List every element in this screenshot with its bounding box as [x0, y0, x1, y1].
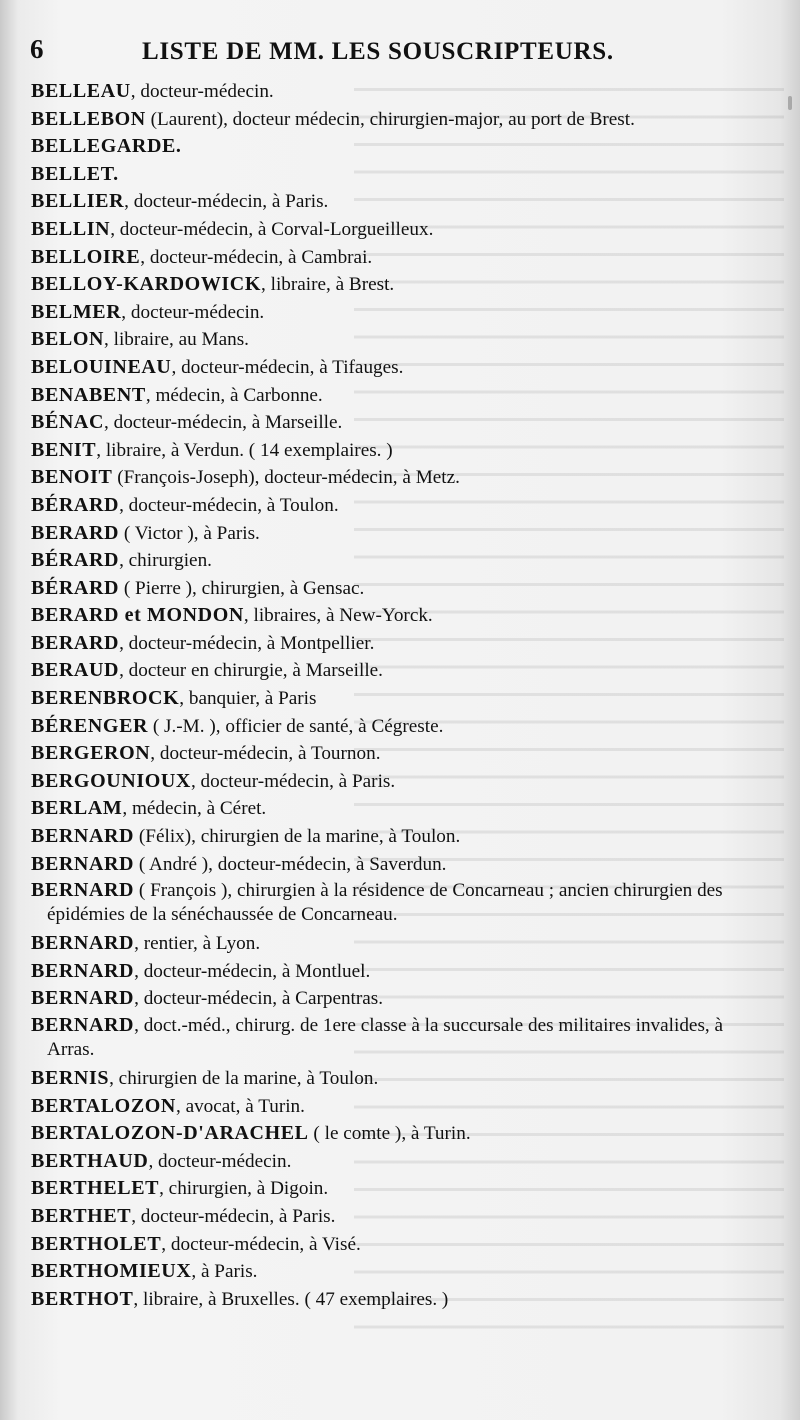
subscriber-detail: (Félix), chirurgien de la marine, à Toulon. [134, 826, 461, 848]
subscriber-detail: , docteur-médecin. [121, 301, 265, 323]
subscriber-entry [31, 161, 769, 189]
subscriber-name: BERTHELET [31, 1177, 160, 1200]
subscriber-entry [31, 271, 769, 299]
subscriber-entry [31, 216, 769, 244]
subscriber-detail: , avocat, à Turin. [175, 1095, 305, 1117]
subscriber-detail: , docteur-médecin, à Tifauges. [171, 356, 404, 378]
subscriber-entry [31, 1093, 769, 1121]
subscriber-detail: , docteur-médecin, à Paris. [124, 191, 329, 213]
subscriber-detail: , chirurgien. [119, 550, 212, 572]
subscriber-name: BERTHOMIEUX [31, 1260, 192, 1283]
subscriber-name: BELLIN [31, 217, 111, 240]
subscriber-entry [31, 795, 769, 823]
subscriber-detail: , rentier, à Lyon. [134, 933, 261, 955]
subscriber-name: BELLEBON [31, 107, 146, 130]
subscriber-name: BERTHAUD [31, 1149, 149, 1172]
subscriber-name: BELON [31, 328, 105, 351]
subscriber-entry [31, 78, 769, 106]
subscriber-entry [31, 768, 769, 796]
subscriber-list [31, 78, 769, 1313]
subscriber-detail: , libraire, à Verdun. ( 14 exemplaires. ) [96, 439, 393, 461]
subscriber-entry [31, 1203, 769, 1231]
subscriber-name: BELLET. [31, 162, 119, 185]
subscriber-name: BELLIER [31, 190, 125, 213]
subscriber-entry [31, 244, 769, 272]
subscriber-detail: , chirurgien, à Digoin. [159, 1178, 329, 1200]
subscriber-entry [31, 520, 769, 548]
subscriber-name: BERNARD [31, 852, 135, 875]
subscriber-entry [31, 630, 769, 658]
subscriber-name: BERNARD [31, 1014, 135, 1036]
subscriber-name: BERARD [31, 631, 120, 654]
subscriber-entry [31, 657, 769, 685]
subscriber-detail: , banquier, à Paris [179, 688, 317, 710]
subscriber-detail: , médecin, à Carbonne. [145, 384, 323, 406]
subscriber-detail: , libraires, à New-Yorck. [243, 605, 433, 627]
subscriber-entry [31, 740, 769, 768]
subscriber-detail: , docteur-médecin, à Visé. [161, 1233, 361, 1255]
subscriber-name: BERENBROCK [31, 687, 180, 710]
subscriber-name: BERTHOT [31, 1287, 134, 1310]
subscriber-detail: , libraire, à Brest. [261, 274, 395, 296]
subscriber-name: BÉRARD [31, 549, 120, 572]
subscriber-detail: ( Victor ), à Paris. [119, 522, 260, 544]
subscriber-entry [31, 547, 769, 575]
subscriber-detail: , docteur en chirurgie, à Marseille. [119, 660, 383, 682]
subscriber-entry [31, 823, 769, 851]
subscriber-entry [31, 299, 769, 327]
subscriber-entry [31, 1286, 769, 1314]
subscriber-entry [31, 575, 769, 603]
subscriber-entry [31, 1065, 769, 1093]
subscriber-name: BELLEGARDE. [31, 135, 182, 158]
subscriber-name: BERARD [31, 521, 120, 544]
subscriber-entry [31, 492, 769, 520]
subscriber-detail: , docteur-médecin, à Toulon. [119, 494, 339, 516]
subscriber-detail: , docteur-médecin, à Tournon. [150, 743, 381, 765]
subscriber-name: BERTALOZON-D'ARACHEL [31, 1122, 309, 1145]
subscriber-entry [31, 1120, 769, 1148]
subscriber-detail: ( François ), chirurgien à la résidence de Concarneau ; ancien chirurgien des épidémies de la sénéchaussée de Concarneau. [47, 880, 723, 926]
subscriber-name: BENOIT [31, 466, 113, 489]
edge-mark [788, 96, 792, 110]
subscriber-detail: , libraire, à Bruxelles. ( 47 exemplaires. ) [133, 1288, 449, 1310]
subscriber-detail: , docteur-médecin. [148, 1150, 292, 1172]
subscriber-name: BERNARD [31, 959, 135, 982]
subscriber-name: BERNARD [31, 987, 135, 1010]
subscriber-name: BELMER [31, 300, 122, 323]
subscriber-entry [31, 1175, 769, 1203]
subscriber-entry [31, 930, 769, 958]
subscriber-name: BERTHET [31, 1204, 132, 1227]
subscriber-entry [31, 1258, 769, 1286]
subscriber-detail: , libraire, au Mans. [104, 329, 249, 351]
subscriber-name: BERNARD [31, 932, 135, 955]
subscriber-entry [31, 382, 769, 410]
subscriber-entry [31, 1013, 769, 1062]
subscriber-detail: , médecin, à Céret. [122, 798, 267, 820]
subscriber-name: BÉRENGER [31, 714, 149, 737]
subscriber-name: BENABENT [31, 383, 146, 406]
subscriber-detail: ( Pierre ), chirurgien, à Gensac. [119, 577, 365, 599]
subscriber-detail: , docteur-médecin, à Montpellier. [119, 632, 375, 654]
subscriber-name: BERAUD [31, 659, 120, 682]
subscriber-detail: , docteur-médecin, à Marseille. [104, 412, 343, 434]
subscriber-entry [31, 437, 769, 465]
subscriber-detail: ( J.-M. ), officier de santé, à Cégreste. [148, 715, 444, 737]
subscriber-entry [31, 106, 769, 134]
subscriber-entry [31, 985, 769, 1013]
subscriber-name: BELOUINEAU [31, 355, 172, 378]
subscriber-detail: ( André ), docteur-médecin, à Saverdun. [134, 853, 447, 875]
subscriber-detail: (François-Joseph), docteur-médecin, à Metz. [112, 467, 460, 489]
subscriber-detail: ( le comte ), à Turin. [308, 1123, 471, 1145]
page-number: 6 [30, 34, 44, 64]
subscriber-entry [31, 326, 769, 354]
subscriber-name: BÉNAC [31, 411, 105, 434]
subscriber-name: BERNARD [31, 825, 135, 848]
subscriber-detail: , docteur-médecin, à Paris. [131, 1205, 336, 1227]
subscriber-name: BERARD et MONDON [31, 604, 244, 627]
subscriber-name: BERNIS [31, 1067, 110, 1089]
subscriber-detail: (Laurent), docteur médecin, chirurgien-major, au port de Brest. [145, 108, 635, 130]
subscriber-name: BÉRARD [31, 493, 120, 516]
subscriber-detail: , docteur-médecin, à Montluel. [134, 960, 371, 982]
subscriber-detail: , docteur-médecin, à Carpentras. [134, 988, 384, 1010]
subscriber-name: BERLAM [31, 797, 123, 820]
subscriber-detail: , chirurgien de la marine, à Toulon. [109, 1068, 379, 1089]
subscriber-detail: , docteur-médecin, à Corval-Lorgueilleux. [110, 218, 434, 240]
subscriber-entry [31, 602, 769, 630]
subscriber-name: BÉRARD [31, 576, 120, 599]
subscriber-name: BELLOIRE [31, 245, 141, 268]
subscriber-entry [31, 464, 769, 492]
subscriber-entry [31, 1231, 769, 1259]
page-header [30, 34, 770, 68]
subscriber-name: BERNARD [31, 879, 135, 902]
subscriber-detail: , docteur-médecin, à Paris. [190, 770, 396, 792]
subscriber-name: BENIT [31, 438, 97, 461]
subscriber-name: BERTHOLET [31, 1232, 162, 1255]
subscriber-entry [31, 1148, 769, 1176]
subscriber-name: BERTALOZON [31, 1094, 176, 1117]
subscriber-name: BERGOUNIOUX [31, 769, 191, 792]
subscriber-entry [31, 409, 769, 437]
subscriber-entry [31, 188, 769, 216]
subscriber-entry [31, 958, 769, 986]
subscriber-name: BELLOY-KARDOWICK [31, 273, 262, 296]
subscriber-name: BERGERON [31, 742, 151, 765]
subscriber-entry [31, 851, 769, 879]
subscriber-entry [31, 878, 769, 927]
subscriber-entry [31, 713, 769, 741]
subscriber-detail: , doct.-méd., chirurg. de 1ere classe à la succursale des militaires invalides, à Arras. [47, 1015, 724, 1060]
subscriber-detail: , docteur-médecin. [130, 81, 274, 102]
subscriber-detail: , docteur-médecin, à Cambrai. [140, 246, 373, 268]
running-head: LISTE DE MM. LES SOUSCRIPTEURS. [142, 38, 614, 65]
subscriber-detail: , à Paris. [191, 1261, 258, 1283]
subscriber-entry [31, 685, 769, 713]
subscriber-entry [31, 133, 769, 161]
subscriber-name: BELLEAU [31, 80, 131, 102]
subscriber-entry [31, 354, 769, 382]
